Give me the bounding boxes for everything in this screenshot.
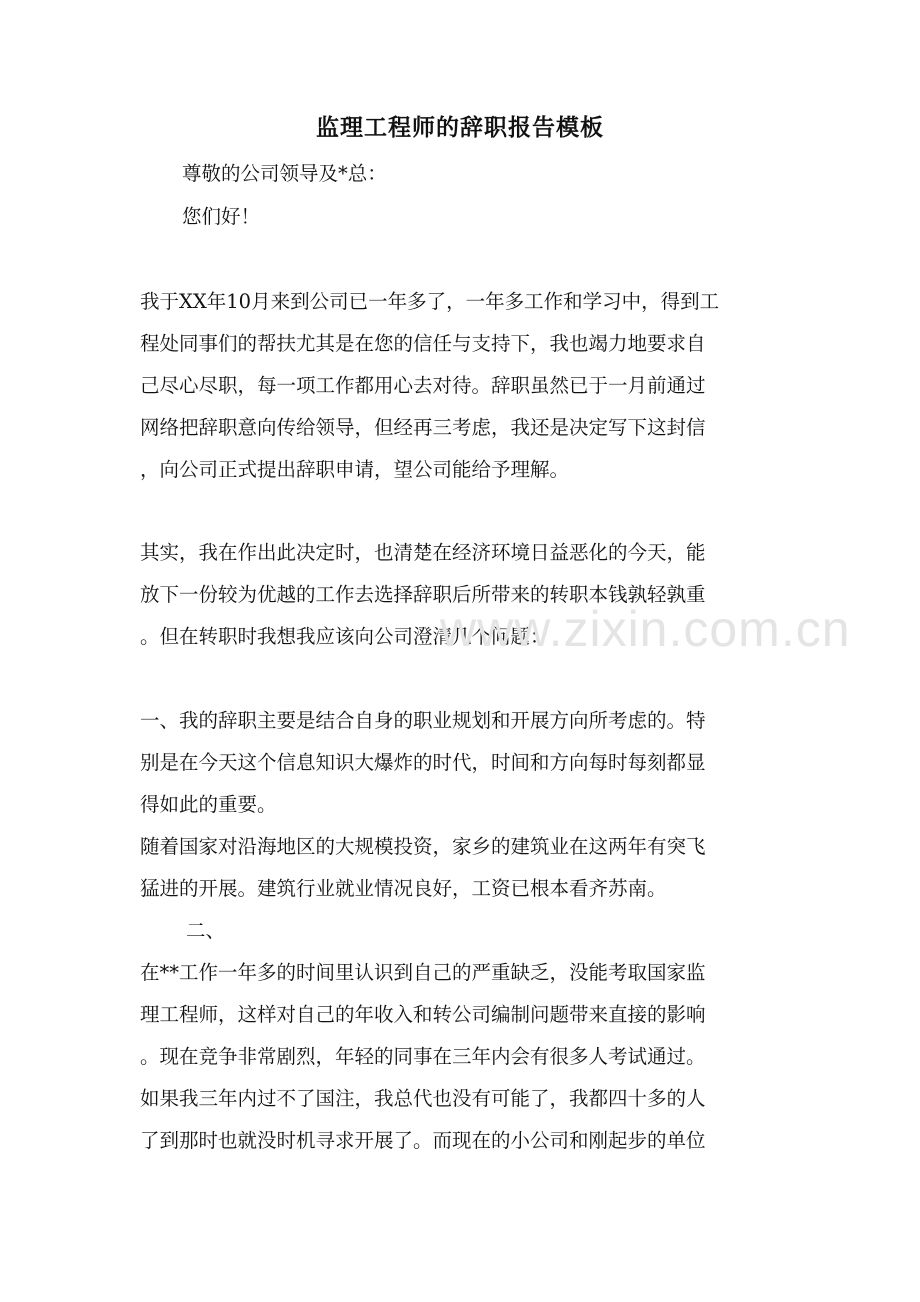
watermark: www.zixin.com.cn <box>440 601 851 657</box>
paragraph-4-line: 。现在竞争非常剧烈，年轻的同事在三年内会有很多人考试通过。 <box>140 1045 706 1068</box>
paragraph-3-line: 随着国家对沿海地区的大规模投资，家乡的建筑业在这两年有突飞 <box>140 835 706 858</box>
paragraph-1-line: 己尽心尽职，每一项工作都用心去对待。辞职虽然已于一月前通过 <box>140 374 706 397</box>
section-2-heading: 二、 <box>186 919 226 942</box>
salutation: 尊敬的公司领导及*总： <box>182 162 387 185</box>
paragraph-3-line: 猛进的开展。建筑行业就业情况良好，工资已根本看齐苏南。 <box>140 877 667 900</box>
paragraph-4-line: 在**工作一年多的时间里认识到自己的严重缺乏，没能考取国家监 <box>140 961 706 984</box>
paragraph-1-line: 我于XX年10月来到公司已一年多了，一年多工作和学习中，得到工 <box>140 290 720 313</box>
paragraph-1-line: 程处同事们的帮扶尤其是在您的信任与支持下，我也竭力地要求自 <box>140 332 706 355</box>
greeting: 您们好！ <box>182 205 261 228</box>
paragraph-1-line: ，向公司正式提出辞职申请，望公司能给予理解。 <box>140 458 570 481</box>
paragraph-3-line: 别是在今天这个信息知识大爆炸的时代，时间和方向每时每刻都显 <box>140 751 706 774</box>
paragraph-4-line: 如果我三年内过不了国注，我总代也没有可能了，我都四十多的人 <box>140 1087 706 1110</box>
paragraph-1-line: 网络把辞职意向传给领导，但经再三考虑，我还是决定写下这封信 <box>140 416 706 439</box>
paragraph-4-line: 理工程师，这样对自己的年收入和转公司编制问题带来直接的影响 <box>140 1003 706 1026</box>
paragraph-2-line: 其实，我在作出此决定时，也清楚在经济环境日益恶化的今天，能 <box>140 541 706 564</box>
paragraph-2-line: 。但在转职时我想我应该向公司澄清几个问题： <box>140 625 550 648</box>
paragraph-3-line: 一、我的辞职主要是结合自身的职业规划和开展方向所考虑的。特 <box>140 709 706 732</box>
paragraph-4-line: 了到那时也就没时机寻求开展了。而现在的小公司和刚起步的单位 <box>140 1129 706 1152</box>
paragraph-2-line: 放下一份较为优越的工作去选择辞职后所带来的转职本钱孰轻孰重 <box>140 583 706 606</box>
page-title: 监理工程师的辞职报告模板 <box>316 114 604 141</box>
paragraph-3-line: 得如此的重要。 <box>140 793 277 816</box>
